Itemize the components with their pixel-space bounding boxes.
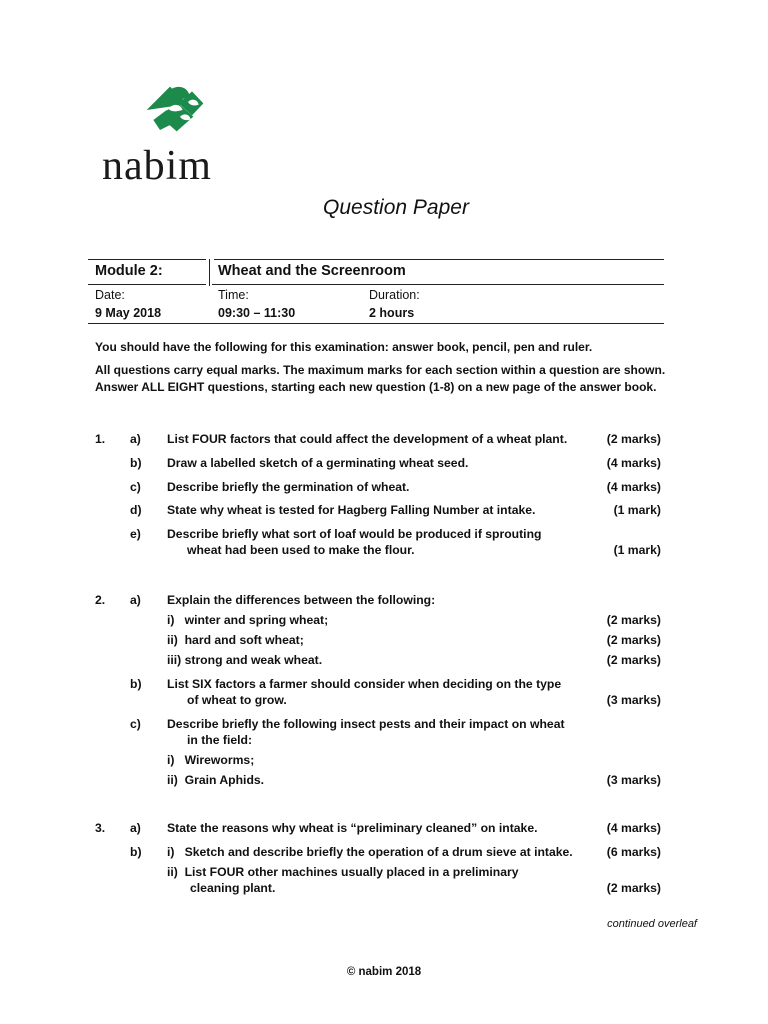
q3-a-marks: (4 marks) (606, 821, 661, 835)
q1-e-label: e) (130, 527, 141, 541)
q2-number: 2. (95, 593, 106, 607)
q2-b-text-1: List SIX factors a farmer should consider when deciding on the type (167, 677, 562, 691)
q1-d (0, 503, 768, 521)
q3-b-i-marks: (6 marks) (606, 845, 661, 859)
q2-c-text-1: Describe briefly the following insect pests and their impact on wheat (167, 717, 565, 731)
q2-c-ii (0, 773, 768, 791)
q3-a-text: State the reasons why wheat is “preliminary cleaned” on intake. (167, 821, 538, 835)
module-label: Module 2: (95, 263, 163, 279)
q2-c-cont (0, 733, 768, 751)
q3-a-label: a) (130, 821, 141, 835)
q2-c-i-text: i) Wireworms; (167, 753, 255, 767)
q1-b (0, 456, 768, 474)
q1-a-text: List FOUR factors that could affect the development of a wheat plant. (167, 432, 568, 446)
q2-a-iii-marks: (2 marks) (606, 653, 661, 667)
q1-c-label: c) (130, 480, 141, 494)
q1-c-marks: (4 marks) (606, 480, 661, 494)
date-value: 9 May 2018 (95, 306, 162, 320)
nabim-logo-text: nabim (102, 143, 212, 189)
q2-b-label: b) (130, 677, 142, 691)
q2-a-ii-text: ii) hard and soft wheat; (167, 633, 304, 647)
duration-value: 2 hours (369, 306, 415, 320)
q1-e-cont (0, 543, 768, 561)
q1-a-label: a) (130, 432, 141, 446)
q2-c-label: c) (130, 717, 141, 731)
continued-overleaf: continued overleaf (607, 918, 697, 930)
q3-b-label: b) (130, 845, 142, 859)
q1-d-text: State why wheat is tested for Hagberg Falling Number at intake. (167, 503, 536, 517)
q2-b-cont (0, 693, 768, 711)
q3-b-ii-cont (0, 881, 768, 899)
q2-c-i (0, 753, 768, 771)
table-top-rule-right (214, 259, 664, 260)
q2-c-marks: (3 marks) (606, 773, 661, 787)
time-label: Time: (218, 288, 249, 302)
table-bottom-rule (88, 323, 664, 324)
q2-b-marks: (3 marks) (606, 693, 661, 707)
q3-b-i-text: i) Sketch and describe briefly the operation of a drum sieve at intake. (167, 845, 573, 859)
time-value: 09:30 – 11:30 (218, 306, 296, 320)
q2-a-text: Explain the differences between the following: (167, 593, 436, 607)
q2-a-i (0, 613, 768, 631)
q1-c (0, 480, 768, 498)
q2-a-iii-text: iii) strong and weak wheat. (167, 653, 323, 667)
q3-b-i (0, 845, 768, 863)
table-mid-rule-left (88, 284, 206, 285)
q2-a (0, 593, 768, 611)
q2-c-text-2: in the field: (187, 733, 252, 747)
q1-d-marks: (1 mark) (613, 503, 661, 517)
table-top-rule-left (88, 259, 206, 260)
q1-b-marks: (4 marks) (606, 456, 661, 470)
q1-c-text: Describe briefly the germination of wheat. (167, 480, 410, 494)
q3-number: 3. (95, 821, 106, 835)
instructions-line-1: You should have the following for this examination: answer book, pencil, pen and ruler. (95, 340, 593, 354)
q1-a-marks: (2 marks) (606, 432, 661, 446)
q2-b-text-2: of wheat to grow. (187, 693, 287, 707)
q2-a-ii-marks: (2 marks) (606, 633, 661, 647)
q1-number: 1. (95, 432, 106, 446)
q1-b-text: Draw a labelled sketch of a germinating wheat seed. (167, 456, 469, 470)
q2-a-ii (0, 633, 768, 651)
q1-d-label: d) (130, 503, 142, 517)
table-divider (209, 259, 210, 286)
q2-a-label: a) (130, 593, 141, 607)
q2-c-ii-text: ii) Grain Aphids. (167, 773, 265, 787)
instructions-line-3: Answer ALL EIGHT questions, starting each new question (1-8) on a new page of the answer book. (95, 380, 657, 394)
q1-a (0, 432, 768, 450)
table-mid-rule-right (212, 284, 664, 285)
q2-a-i-marks: (2 marks) (606, 613, 661, 627)
date-label: Date: (95, 288, 125, 302)
q1-e-text-2: wheat had been used to make the flour. (187, 543, 415, 557)
q3-b-ii-marks: (2 marks) (606, 881, 661, 895)
q1-e-text-1: Describe briefly what sort of loaf would be produced if sprouting (167, 527, 542, 541)
q1-e-marks: (1 mark) (613, 543, 661, 557)
q1-b-label: b) (130, 456, 142, 470)
q3-a (0, 821, 768, 839)
q2-a-iii (0, 653, 768, 671)
q2-a-i-text: i) winter and spring wheat; (167, 613, 329, 627)
module-name: Wheat and the Screenroom (218, 263, 406, 279)
q3-b-ii-text-2: cleaning plant. (190, 881, 276, 895)
page-title: Question Paper (323, 196, 469, 219)
instructions-line-2: All questions carry equal marks. The maximum marks for each section within a question are shown. (95, 363, 666, 377)
footer-copyright: © nabim 2018 (346, 966, 422, 978)
duration-label: Duration: (369, 288, 420, 302)
q3-b-ii-text-1: ii) List FOUR other machines usually placed in a preliminary (167, 865, 519, 879)
